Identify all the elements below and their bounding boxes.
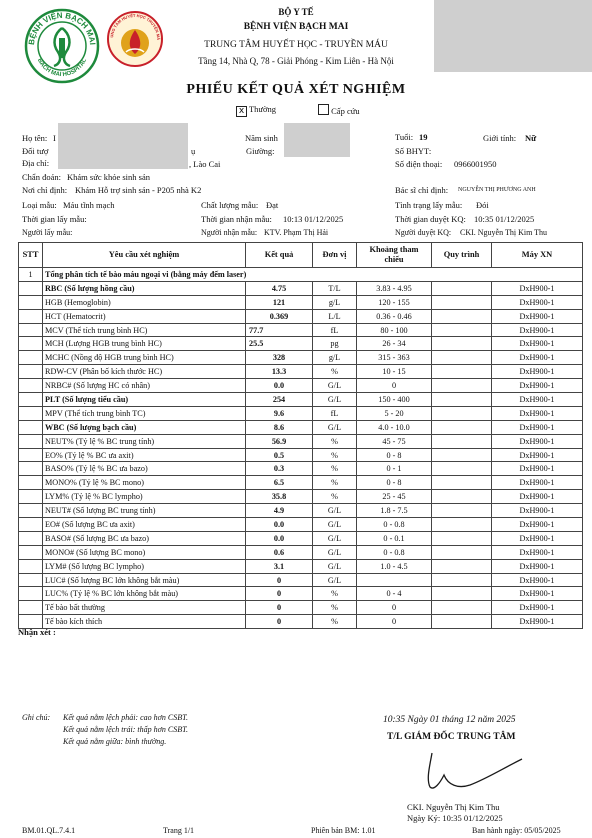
header-test: Yêu cầu xét nghiệm <box>43 243 246 268</box>
test-machine: DxH900-1 <box>492 559 583 573</box>
test-procedure <box>432 587 492 601</box>
row-index <box>19 559 43 573</box>
test-result: 0 <box>246 615 313 629</box>
name-label: Họ tên: <box>22 133 48 143</box>
center-address: Tầng 14, Nhà Q, 78 - Giải Phóng - Kim Liên - Hà Nội <box>198 56 394 66</box>
test-name: PLT (Số lượng tiểu cầu) <box>43 393 246 407</box>
table-row <box>19 420 583 434</box>
test-result: 6.5 <box>246 476 313 490</box>
table-row <box>19 545 583 559</box>
table-row <box>19 504 583 518</box>
test-result: 254 <box>246 393 313 407</box>
normal-label: Thường <box>248 104 277 114</box>
test-result: 0.0 <box>246 379 313 393</box>
test-range: 0 <box>357 601 432 615</box>
name-redaction <box>58 123 188 149</box>
test-machine: DxH900-1 <box>492 615 583 629</box>
test-machine: DxH900-1 <box>492 351 583 365</box>
test-procedure <box>432 406 492 420</box>
sample-quality-label: Chất lượng mẫu: <box>201 200 259 210</box>
test-name: BASO% (Tỷ lệ % BC ưa bazo) <box>43 462 246 476</box>
receiver-value: KTV. Phạm Thị Hải <box>264 228 329 237</box>
test-name: RDW-CV (Phân bố kích thước HC) <box>43 365 246 379</box>
test-procedure <box>432 490 492 504</box>
group-title: Tổng phân tích tế bào máu ngoại vi (bằng máy đếm laser) <box>43 268 583 282</box>
test-range: 80 - 100 <box>357 323 432 337</box>
barcode-redaction <box>434 0 592 72</box>
test-procedure <box>432 393 492 407</box>
table-row <box>19 476 583 490</box>
bed-redaction <box>284 145 350 157</box>
name-value: I <box>53 133 56 143</box>
test-range: 1.0 - 4.5 <box>357 559 432 573</box>
test-range: 0.36 - 0.46 <box>357 309 432 323</box>
test-procedure <box>432 281 492 295</box>
test-unit: % <box>313 615 357 629</box>
test-range: 25 - 45 <box>357 490 432 504</box>
row-index <box>19 393 43 407</box>
test-unit: T/L <box>313 281 357 295</box>
row-index <box>19 490 43 504</box>
test-result: 121 <box>246 295 313 309</box>
row-index <box>19 531 43 545</box>
test-name: NEUT# (Số lượng BC trung tính) <box>43 504 246 518</box>
test-machine: DxH900-1 <box>492 504 583 518</box>
row-index <box>19 351 43 365</box>
test-procedure <box>432 337 492 351</box>
test-unit: g/L <box>313 351 357 365</box>
test-name: EO% (Tỷ lệ % BC ưa axit) <box>43 448 246 462</box>
test-range: 26 - 34 <box>357 337 432 351</box>
test-unit: G/L <box>313 379 357 393</box>
test-result: 0 <box>246 601 313 615</box>
test-unit: % <box>313 365 357 379</box>
test-range: 0 <box>357 379 432 393</box>
receiver-label: Người nhận mẫu: <box>201 228 258 237</box>
test-procedure <box>432 559 492 573</box>
approve-time-value: 10:35 01/12/2025 <box>474 214 535 224</box>
table-row <box>19 615 583 629</box>
footer-page: Trang 1/1 <box>163 826 195 835</box>
test-procedure <box>432 448 492 462</box>
test-name: LYM# (Số lượng BC lympho) <box>43 559 246 573</box>
document-title: PHIẾU KẾT QUẢ XÉT NGHIỆM <box>186 82 406 97</box>
test-unit: G/L <box>313 393 357 407</box>
test-procedure <box>432 601 492 615</box>
row-index <box>19 406 43 420</box>
test-name: MONO% (Tỷ lệ % BC mono) <box>43 476 246 490</box>
test-unit: % <box>313 448 357 462</box>
handwritten-signature <box>410 745 530 800</box>
test-range: 315 - 363 <box>357 351 432 365</box>
row-index <box>19 434 43 448</box>
sample-type-label: Loại mẫu: <box>22 200 57 210</box>
header-stt: STT <box>19 243 43 268</box>
test-name: LUC# (Số lượng BC lớn không bắt màu) <box>43 573 246 587</box>
test-result: 0.6 <box>246 545 313 559</box>
row-index <box>19 295 43 309</box>
test-unit: G/L <box>313 531 357 545</box>
test-name: MCH (Lượng HGB trung bình HC) <box>43 337 246 351</box>
test-result: 8.6 <box>246 420 313 434</box>
test-result: 9.6 <box>246 406 313 420</box>
test-unit: g/L <box>313 295 357 309</box>
table-row <box>19 281 583 295</box>
test-machine: DxH900-1 <box>492 518 583 532</box>
table-row <box>19 337 583 351</box>
signature-date: 10:35 Ngày 01 tháng 12 năm 2025 <box>383 715 516 725</box>
test-unit: % <box>313 587 357 601</box>
test-name: EO# (Số lượng BC ưa axit) <box>43 518 246 532</box>
collect-time-label: Thời gian lấy mẫu: <box>22 214 87 224</box>
table-row <box>19 531 583 545</box>
test-range: 0 - 0.8 <box>357 545 432 559</box>
age-label: Tuổi: <box>395 132 414 142</box>
footer-issued: Ban hành ngày: 05/05/2025 <box>472 826 561 835</box>
test-result: 77.7 <box>246 323 313 337</box>
test-range: 150 - 400 <box>357 393 432 407</box>
age-value: 19 <box>419 132 428 142</box>
address-label: Địa chỉ: <box>22 158 50 168</box>
test-unit: G/L <box>313 420 357 434</box>
remarks-label: Nhận xét : <box>18 627 56 637</box>
test-procedure <box>432 379 492 393</box>
table-row <box>19 379 583 393</box>
table-row <box>19 295 583 309</box>
test-procedure <box>432 295 492 309</box>
test-range: 0 - 1 <box>357 462 432 476</box>
address-redaction <box>58 149 188 169</box>
row-index <box>19 281 43 295</box>
test-unit: % <box>313 462 357 476</box>
test-procedure <box>432 420 492 434</box>
test-machine: DxH900-1 <box>492 406 583 420</box>
object-label: Đối tượ <box>22 146 49 156</box>
order-place-value: Khám Hỗ trợ sinh sản - P205 nhà K2 <box>75 185 202 195</box>
notes-line: Kết quả nằm lệch trái: thấp hơn CSBT. <box>63 725 189 734</box>
logo1-bottom-text: BACH MAI HOSPITAL <box>35 57 89 79</box>
ministry-name: BỘ Y TẾ <box>278 7 314 17</box>
test-result: 328 <box>246 351 313 365</box>
test-machine: DxH900-1 <box>492 379 583 393</box>
test-machine: DxH900-1 <box>492 365 583 379</box>
urgent-checkbox[interactable] <box>318 104 329 115</box>
test-range: 0 <box>357 615 432 629</box>
row-index <box>19 462 43 476</box>
row-index <box>19 504 43 518</box>
test-machine: DxH900-1 <box>492 573 583 587</box>
test-range: 10 - 15 <box>357 365 432 379</box>
test-machine: DxH900-1 <box>492 323 583 337</box>
test-range: 0 - 4 <box>357 587 432 601</box>
test-machine: DxH900-1 <box>492 531 583 545</box>
table-row <box>19 448 583 462</box>
test-machine: DxH900-1 <box>492 476 583 490</box>
table-row <box>19 490 583 504</box>
table-row <box>19 573 583 587</box>
test-machine: DxH900-1 <box>492 281 583 295</box>
test-result: 4.75 <box>246 281 313 295</box>
address-tail: , Lào Cai <box>189 159 221 169</box>
test-procedure <box>432 476 492 490</box>
receive-time-value: 10:13 01/12/2025 <box>283 214 344 224</box>
test-machine: DxH900-1 <box>492 295 583 309</box>
doctor-label: Bác sĩ chỉ định: <box>395 185 449 195</box>
row-index <box>19 309 43 323</box>
test-machine: DxH900-1 <box>492 337 583 351</box>
test-result: 0.3 <box>246 462 313 476</box>
test-procedure <box>432 434 492 448</box>
gender-value: Nữ <box>525 133 537 143</box>
sample-state-label: Tình trạng lấy mẫu: <box>395 200 463 210</box>
table-row <box>19 351 583 365</box>
footer-version: Phiên bản BM: 1.01 <box>311 826 376 835</box>
signed-at: Ngày Ký: 10:35 01/12/2025 <box>407 813 503 823</box>
row-index <box>19 420 43 434</box>
test-procedure <box>432 573 492 587</box>
table-row <box>19 434 583 448</box>
test-machine: DxH900-1 <box>492 393 583 407</box>
test-name: MCHC (Nồng độ HGB trung bình HC) <box>43 351 246 365</box>
test-unit: G/L <box>313 545 357 559</box>
row-index <box>19 379 43 393</box>
order-place-label: Nơi chỉ định: <box>22 185 68 195</box>
table-row <box>19 587 583 601</box>
approve-time-label: Thời gian duyệt KQ: <box>395 214 466 224</box>
test-procedure <box>432 323 492 337</box>
group-index: 1 <box>19 268 43 282</box>
test-unit: G/L <box>313 504 357 518</box>
test-name: Tế bào kích thích <box>43 615 246 629</box>
row-index <box>19 545 43 559</box>
test-range <box>357 573 432 587</box>
table-header-row <box>19 243 583 268</box>
test-procedure <box>432 462 492 476</box>
sample-state-value: Đói <box>476 200 489 210</box>
notes-line: Kết quả nằm lệch phải: cao hơn CSBT. <box>63 713 188 722</box>
receive-time-label: Thời gian nhận mẫu: <box>201 214 272 224</box>
test-machine: DxH900-1 <box>492 448 583 462</box>
test-machine: DxH900-1 <box>492 434 583 448</box>
test-name: MPV (Thể tích trung bình TC) <box>43 406 246 420</box>
logo1-top-text: BỆNH VIỆN BẠCH MAI <box>26 10 97 46</box>
row-index <box>19 365 43 379</box>
test-procedure <box>432 545 492 559</box>
test-unit: % <box>313 434 357 448</box>
results-table <box>18 242 583 629</box>
test-name: MCV (Thể tích trung bình HC) <box>43 323 246 337</box>
diagnosis-value: Khám sức khỏe sinh sản <box>67 172 150 182</box>
test-unit: G/L <box>313 573 357 587</box>
test-result: 56.9 <box>246 434 313 448</box>
test-name: NRBC# (Số lượng HC có nhân) <box>43 379 246 393</box>
test-result: 0.369 <box>246 309 313 323</box>
table-row <box>19 323 583 337</box>
footer-code: BM.01.QL.7.4.1 <box>22 826 76 835</box>
test-unit: G/L <box>313 518 357 532</box>
table-row <box>19 601 583 615</box>
test-result: 0 <box>246 573 313 587</box>
bhyt-label: Số BHYT: <box>395 146 432 156</box>
test-result: 4.9 <box>246 504 313 518</box>
test-name: WBC (Số lượng bạch cầu) <box>43 420 246 434</box>
test-name: NEUT% (Tỷ lệ % BC trung tính) <box>43 434 246 448</box>
test-procedure <box>432 309 492 323</box>
diagnosis-label: Chẩn đoán: <box>22 172 61 182</box>
header-procedure: Quy trình <box>432 243 492 268</box>
test-unit: fL <box>313 406 357 420</box>
table-row <box>19 462 583 476</box>
test-range: 0 - 0.8 <box>357 518 432 532</box>
test-machine: DxH900-1 <box>492 462 583 476</box>
header-unit: Đơn vị <box>313 243 357 268</box>
signer-name: CKI. Nguyễn Thị Kim Thu <box>407 802 500 812</box>
row-index <box>19 323 43 337</box>
test-procedure <box>432 365 492 379</box>
test-procedure <box>432 615 492 629</box>
table-row <box>19 518 583 532</box>
table-row <box>19 365 583 379</box>
test-machine: DxH900-1 <box>492 587 583 601</box>
collector-label: Người lấy mẫu: <box>22 228 73 237</box>
test-range: 45 - 75 <box>357 434 432 448</box>
approver-label: Người duyệt KQ: <box>395 228 452 237</box>
row-index <box>19 476 43 490</box>
test-result: 0 <box>246 587 313 601</box>
sample-type-value: Máu tĩnh mạch <box>63 200 115 210</box>
test-range: 4.0 - 10.0 <box>357 420 432 434</box>
notes-label: Ghi chú: <box>22 713 51 722</box>
priority-normal <box>236 104 276 117</box>
test-range: 0 - 8 <box>357 448 432 462</box>
test-unit: % <box>313 490 357 504</box>
row-index <box>19 587 43 601</box>
phone-value: 0966001950 <box>454 159 497 169</box>
table-row <box>19 559 583 573</box>
group-row <box>19 268 583 282</box>
test-procedure <box>432 351 492 365</box>
table-row <box>19 406 583 420</box>
urgent-label: Cấp cứu <box>331 106 360 116</box>
doctor-value: NGUYỄN THỊ PHƯƠNG ANH <box>458 187 536 193</box>
yob-label: Năm sinh <box>245 133 278 143</box>
priority-urgent <box>318 104 360 116</box>
table-row <box>19 309 583 323</box>
test-procedure <box>432 531 492 545</box>
test-machine: DxH900-1 <box>492 545 583 559</box>
test-name: LUC% (Tỷ lệ % BC lớn không bắt màu) <box>43 587 246 601</box>
row-index <box>19 573 43 587</box>
test-machine: DxH900-1 <box>492 309 583 323</box>
logo2-text: UNG TÂM HUYẾT HỌC TRUYỀN MÁ <box>109 12 162 41</box>
test-unit: pg <box>313 337 357 351</box>
row-index <box>19 448 43 462</box>
test-procedure <box>432 504 492 518</box>
approver-value: CKI. Nguyễn Thị Kim Thu <box>460 228 548 237</box>
test-machine: DxH900-1 <box>492 490 583 504</box>
test-name: HCT (Hematocrit) <box>43 309 246 323</box>
phone-label: Số điện thoại: <box>395 159 443 169</box>
header-result: Kết quả <box>246 243 313 268</box>
test-unit: % <box>313 601 357 615</box>
test-range: 120 - 155 <box>357 295 432 309</box>
test-result: 3.1 <box>246 559 313 573</box>
test-result: 0.5 <box>246 448 313 462</box>
test-unit: fL <box>313 323 357 337</box>
test-name: MONO# (Số lượng BC mono) <box>43 545 246 559</box>
signature-role: T/L GIÁM ĐỐC TRUNG TÂM <box>387 732 516 742</box>
gender-label: Giới tính: <box>483 133 517 143</box>
header-range: Khoảng tham chiếu <box>357 243 432 268</box>
bed-label: Giường: <box>246 146 275 156</box>
test-range: 1.8 - 7.5 <box>357 504 432 518</box>
test-result: 35.8 <box>246 490 313 504</box>
center-name: TRUNG TÂM HUYẾT HỌC - TRUYỀN MÁU <box>204 40 388 50</box>
test-range: 0 - 0.1 <box>357 531 432 545</box>
object-tail: ụ <box>191 146 196 156</box>
test-result: 0.0 <box>246 518 313 532</box>
notes-line: Kết quả nằm giữa: bình thường. <box>63 737 167 746</box>
test-range: 3.83 - 4.95 <box>357 281 432 295</box>
test-result: 25.5 <box>246 337 313 351</box>
test-procedure <box>432 518 492 532</box>
normal-checkbox[interactable]: x <box>236 106 247 117</box>
header-machine: Máy XN <box>492 243 583 268</box>
test-name: LYM% (Tỷ lệ % BC lympho) <box>43 490 246 504</box>
test-name: RBC (Số lượng hồng cầu) <box>43 281 246 295</box>
test-range: 0 - 8 <box>357 476 432 490</box>
hospital-name: BỆNH VIỆN BẠCH MAI <box>243 22 349 32</box>
row-index <box>19 518 43 532</box>
test-result: 13.3 <box>246 365 313 379</box>
test-unit: % <box>313 476 357 490</box>
table-row <box>19 393 583 407</box>
test-name: BASO# (Số lượng BC ưa bazo) <box>43 531 246 545</box>
test-machine: DxH900-1 <box>492 601 583 615</box>
sample-quality-value: Đạt <box>266 200 279 210</box>
row-index <box>19 601 43 615</box>
test-unit: G/L <box>313 559 357 573</box>
test-name: Tế bào bất thường <box>43 601 246 615</box>
row-index <box>19 337 43 351</box>
test-machine: DxH900-1 <box>492 420 583 434</box>
test-range: 5 - 20 <box>357 406 432 420</box>
test-unit: L/L <box>313 309 357 323</box>
test-name: HGB (Hemoglobin) <box>43 295 246 309</box>
test-result: 0.0 <box>246 531 313 545</box>
